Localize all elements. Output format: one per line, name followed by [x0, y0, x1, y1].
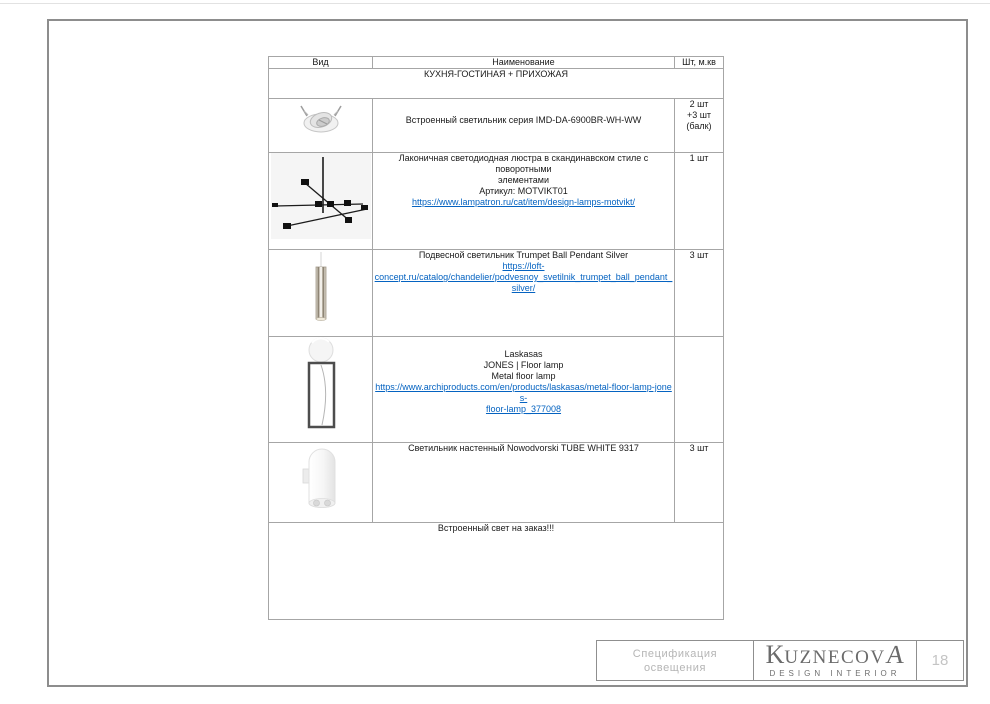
product-link[interactable]: https://www.archiproducts.com/en/products/laskasas/metal-floor-lamp-jones- floor-lamp_377008 [375, 382, 672, 414]
logo-final: A [884, 639, 906, 669]
product-image-cell [269, 337, 373, 443]
product-link[interactable]: https://loft- concept.ru/catalog/chandelier/podvesnoy_svetilnik_trumpet_ball_pendant_silver/ [374, 261, 673, 293]
sheet-title: Спецификация освещения [596, 640, 754, 681]
table-row [269, 443, 724, 523]
wall-light-image [300, 443, 342, 515]
section-row [269, 69, 724, 99]
table-row [269, 153, 724, 250]
studio-logo [753, 640, 917, 681]
product-name: Подвесной светильник Trumpet Ball Pendant Silver [418, 250, 629, 260]
lighting-spec-table [268, 56, 724, 620]
table-header-row [269, 57, 724, 69]
product-qty [675, 337, 724, 443]
product-name: Светильник настенный Nowodvorski TUBE WHITE 9317 [408, 443, 639, 453]
product-name-cell [373, 99, 675, 153]
product-link[interactable]: https://www.lampatron.ru/cat/item/design-lamps-motvikt/ [411, 197, 636, 207]
window-top-divider [0, 3, 990, 4]
product-name-cell [373, 250, 675, 337]
note-row [269, 523, 724, 620]
table-row [269, 250, 724, 337]
logo-middle: UZNECOV [784, 646, 886, 668]
product-image-cell [269, 153, 373, 250]
page-frame [47, 19, 968, 687]
column-header-qty: Шт, м.кв [675, 57, 724, 69]
product-qty: 1 шт [675, 153, 724, 250]
logo-tagline: DESIGN INTERIOR [769, 668, 901, 678]
recessed-downlight-image [296, 99, 346, 139]
product-image-cell [269, 99, 373, 153]
logo-initial: K [765, 639, 785, 669]
product-name-cell [373, 443, 675, 523]
product-name: Лаконичная светодиодная люстра в скандинавском стиле с поворотными элементами Артикул: MOTVIKT01 [398, 153, 649, 196]
product-image-cell [269, 443, 373, 523]
title-block [596, 640, 964, 681]
custom-light-note: Встроенный свет на заказ!!! [269, 523, 724, 620]
logo-wordmark [765, 639, 906, 669]
sputnik-chandelier-image [271, 153, 371, 239]
product-image-cell [269, 250, 373, 337]
product-name-cell [373, 153, 675, 250]
column-header-view: Вид [269, 57, 373, 69]
trumpet-pendant-image [309, 250, 333, 328]
page-number: 18 [916, 640, 964, 681]
product-name-cell [373, 337, 675, 443]
table-row [269, 99, 724, 153]
column-header-name: Наименование [373, 57, 675, 69]
product-qty: 2 шт +3 шт (балк) [675, 99, 724, 153]
product-name: Встроенный светильник серия IMD-DA-6900BR-WH-WW [405, 115, 642, 125]
section-title: КУХНЯ-ГОСТИНАЯ + ПРИХОЖАЯ [269, 69, 724, 99]
product-qty: 3 шт [675, 250, 724, 337]
floor-lamp-image [301, 337, 341, 433]
table-row [269, 337, 724, 443]
product-qty: 3 шт [675, 443, 724, 523]
product-name: Laskasas JONES | Floor lamp Metal floor lamp [483, 349, 564, 381]
